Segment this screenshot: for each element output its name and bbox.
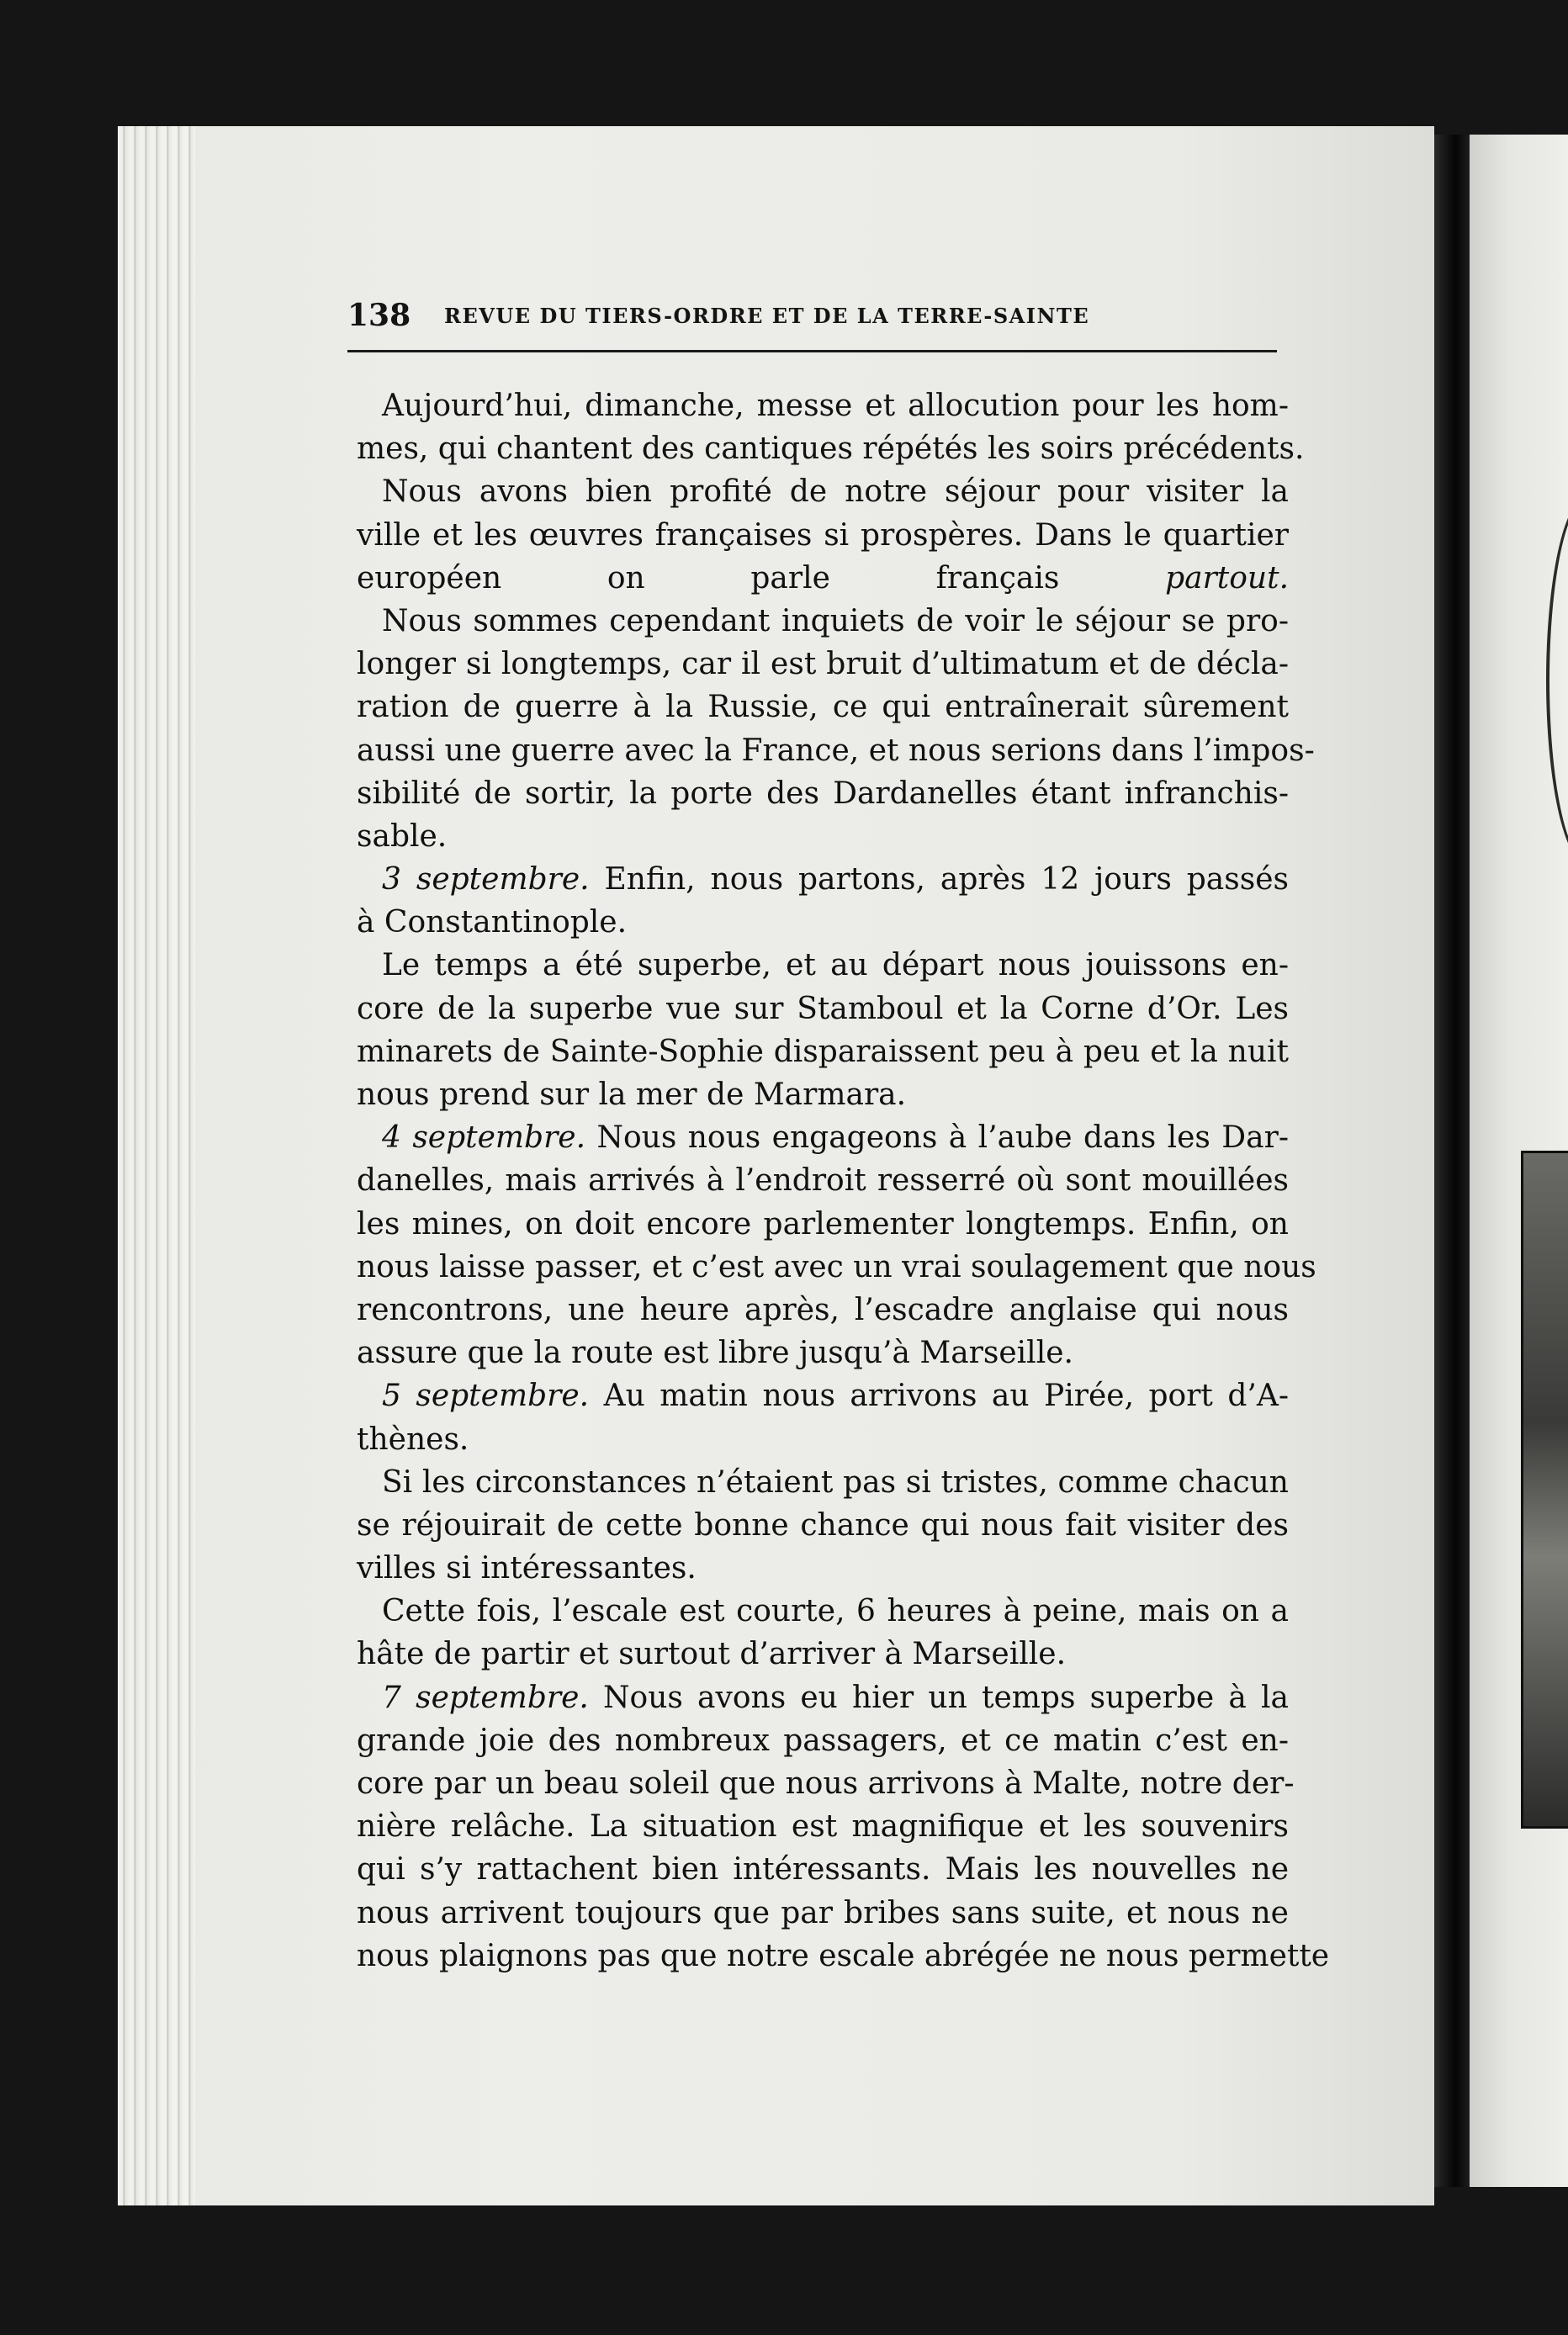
text-line: ville et les œuvres françaises si prospères. Dans le quartier <box>357 517 1289 553</box>
text-line-content: Au matin nous arrivons au Pirée, port d’A- <box>603 1379 1289 1414</box>
text-line-content: Enfin, nous partons, après 12 jours passés <box>604 862 1289 897</box>
text-line: sable. <box>357 818 448 854</box>
date-heading: 4 septembre. <box>382 1120 586 1156</box>
text-line: nous plaignons pas que notre escale abrégée ne nous permette <box>357 1938 1330 1973</box>
text-line: danelles, mais arrivés à l’endroit resserré où sont mouillées <box>357 1163 1289 1199</box>
text-line: Aujourd’hui, dimanche, messe et allocution pour les hom- <box>382 389 1289 423</box>
text-line-prefix: européen on parle français <box>357 560 1060 596</box>
text-line: nous arrivent toujours que par bribes sans suite, et nous ne <box>357 1895 1289 1930</box>
facing-page-photograph <box>1521 1151 1568 1829</box>
text-line: core par un beau soleil que nous arrivons à Malte, notre der- <box>357 1766 1295 1801</box>
text-line: grande joie des nombreux passagers, et ce matin c’est en- <box>357 1723 1289 1758</box>
emphasis-word: partout. <box>1165 560 1290 596</box>
text-line <box>357 557 1289 600</box>
text-line: assure que la route est libre jusqu’à Marseille. <box>357 1336 1073 1371</box>
text-line: mes, qui chantent des cantiques répétés les soirs précédents. <box>357 432 1305 467</box>
text-line: les mines, on doit encore parlementer longtemps. Enfin, on <box>357 1206 1289 1242</box>
text-line: rencontrons, une heure après, l’escadre anglaise qui nous <box>357 1292 1289 1327</box>
text-line: villes si intéressantes. <box>357 1551 697 1586</box>
text-line: aussi une guerre avec la France, et nous serions dans l’impos- <box>357 733 1315 768</box>
text-line: ration de guerre à la Russie, ce qui entraînerait sûrement <box>357 690 1289 725</box>
text-line: thènes. <box>357 1422 469 1457</box>
text-line: longer si longtemps, car il est bruit d’ultimatum et de décla- <box>357 647 1289 682</box>
text-line: nière relâche. La situation est magnifique et les souvenirs <box>357 1809 1289 1845</box>
running-title: REVUE DU TIERS-ORDRE ET DE LA TERRE-SAINTE <box>444 304 1090 328</box>
text-line: sibilité de sortir, la porte des Dardanelles étant infranchis- <box>357 776 1289 811</box>
text-line: Cette fois, l’escale est courte, 6 heures à peine, mais on a <box>382 1594 1289 1629</box>
text-line: hâte de partir et surtout d’arriver à Marseille. <box>357 1637 1067 1672</box>
body-text <box>357 384 1330 1978</box>
text-line: nous laisse passer, et c’est avec un vrai soulagement que nous <box>357 1249 1316 1284</box>
text-line: nous prend sur la mer de Marmara. <box>357 1077 907 1112</box>
text-line <box>357 1676 1289 1719</box>
text-line <box>357 1374 1289 1417</box>
text-line: core de la superbe vue sur Stamboul et la Corne d’Or. Les <box>357 991 1289 1026</box>
book-spine <box>1434 135 1470 2187</box>
date-heading: 7 septembre. <box>382 1680 589 1715</box>
text-line: Le temps a été superbe, et au départ nous jouissons en- <box>382 948 1289 983</box>
text-line: Nous avons bien profité de notre séjour pour visiter la <box>382 474 1289 510</box>
text-line: se réjouirait de cette bonne chance qui nous fait visiter des <box>357 1507 1289 1543</box>
page-header <box>347 294 1277 336</box>
page-number: 138 <box>347 298 411 333</box>
text-line <box>357 858 1289 901</box>
text-line: minarets de Sainte-Sophie disparaissent peu à peu et la nuit <box>357 1034 1289 1069</box>
text-line: à Constantinople. <box>357 905 628 940</box>
text-line-content: Nous nous engageons à l’aube dans les Dar- <box>596 1120 1289 1156</box>
text-line-content: Nous avons eu hier un temps superbe à la <box>603 1680 1289 1715</box>
text-line: Si les circonstances n’étaient pas si tristes, comme chacun <box>382 1464 1289 1500</box>
header-rule <box>347 350 1277 352</box>
text-line: qui s’y rattachent bien intéressants. Mais les nouvelles ne <box>357 1852 1289 1888</box>
text-line: Nous sommes cependant inquiets de voir le séjour se pro- <box>382 603 1289 638</box>
page-edges <box>118 126 195 2205</box>
date-heading: 3 septembre. <box>382 862 590 897</box>
text-line <box>357 1116 1289 1159</box>
date-heading: 5 septembre. <box>382 1379 590 1414</box>
